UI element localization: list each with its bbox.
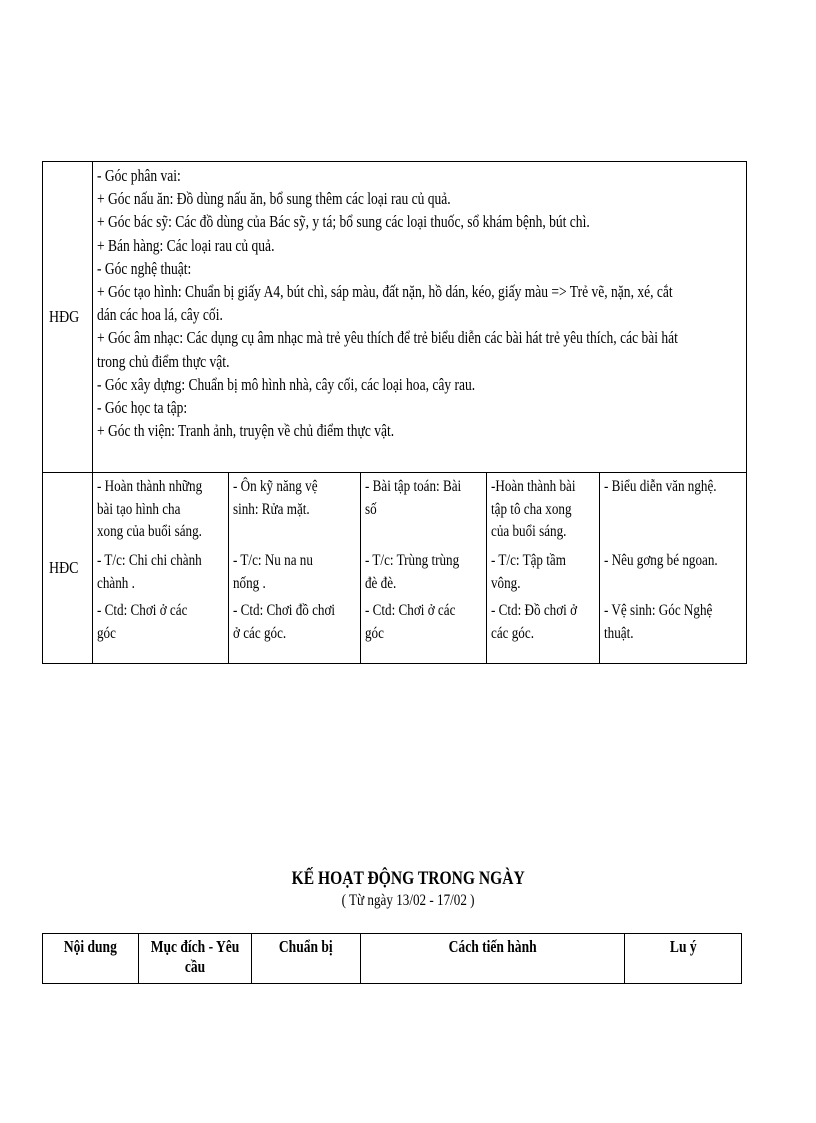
activity-table <box>42 161 747 664</box>
hdg-line: + Góc tạo hình: Chuẩn bị giấy A4, bút chì, sáp màu, đất nặn, hồ dán, kéo, giấy màu => Trẻ vẽ, nặn, xé, cắt <box>96 282 673 302</box>
hdg-label-cell <box>43 162 93 473</box>
hdg-line: trong chủ điểm thực vật. <box>96 351 230 371</box>
hdc-block: - Ctd: Chơi ở các góc <box>365 602 456 642</box>
hdg-line: - Góc học ta tập: <box>96 398 187 418</box>
header-luu-y: Lu ý <box>625 934 742 984</box>
hdc-block: - Ctd: Đồ chơi ở các góc. <box>490 602 577 642</box>
hdc-block: - T/c: Trùng trùng đè đè. <box>365 552 460 592</box>
plan-date-range: ( Từ ngày 13/02 - 17/02 ) <box>341 892 475 909</box>
plan-header-row <box>43 934 742 984</box>
hdg-line: + Góc nấu ăn: Đồ dùng nấu ăn, bổ sung thêm các loại rau củ quả. <box>96 189 451 209</box>
header-noi-dung: Nội dung <box>43 934 139 984</box>
hdc-block: - Hoàn thành những bài tạo hình cha xong của buổi sáng. <box>96 478 202 540</box>
hdc-block: - Nêu gơng bé ngoan. <box>604 552 719 569</box>
hdc-day-cell <box>486 473 600 664</box>
hdc-block: - T/c: Tập tầm vông. <box>490 552 566 592</box>
hdg-line: + Bán hàng: Các loại rau củ quả. <box>96 235 275 255</box>
hdc-day-cell <box>600 473 747 664</box>
hdg-line: dán các hoa lá, cây cối. <box>96 305 223 325</box>
hdg-content-cell <box>92 162 746 473</box>
hdc-block: -Hoàn thành bài tập tô cha xong của buổi sáng. <box>490 478 576 540</box>
hdc-block: - Ctd: Chơi đồ chơi ở các góc. <box>232 602 336 642</box>
hdg-line: + Góc th viện: Tranh ảnh, truyện về chủ điểm thực vật. <box>96 421 394 441</box>
header-chuan-bi: Chuẩn bị <box>252 934 361 984</box>
hdc-block: - T/c: Chi chi chành chành . <box>96 552 202 592</box>
hdc-day-cell <box>92 473 228 664</box>
hdc-block: - Ôn kỹ năng vệ sinh: Rửa mặt. <box>232 478 318 518</box>
header-cach-tien-hanh: Cách tiến hành <box>361 934 625 984</box>
header-muc-dich: Mục đích - Yêu cầu <box>139 934 252 984</box>
hdg-line: - Góc xây dựng: Chuẩn bị mô hình nhà, cây cối, các loại hoa, cây rau. <box>96 374 475 394</box>
hdg-line: - Góc phân vai: <box>96 166 181 185</box>
hdg-line: + Góc âm nhạc: Các dụng cụ âm nhạc mà trẻ yêu thích để trẻ biểu diễn các bài hát trẻ yêu thích, các bài hát <box>96 328 678 348</box>
hdc-day-cell <box>228 473 360 664</box>
hdc-block: - Vệ sinh: Góc Nghệ thuật. <box>604 602 713 642</box>
hdg-line: - Góc nghệ thuật: <box>96 258 192 278</box>
hdc-label: HĐC <box>49 558 79 577</box>
hdc-day-cell <box>361 473 486 664</box>
plan-title: KẾ HOẠT ĐỘNG TRONG NGÀY <box>291 868 525 889</box>
hdc-label-cell <box>43 473 93 664</box>
hdc-block: - Biểu diễn văn nghệ. <box>604 478 717 495</box>
hdc-block: - Ctd: Chơi ở các góc <box>96 602 188 642</box>
hdg-label: HĐG <box>48 307 80 326</box>
hdg-line: + Góc bác sỹ: Các đồ dùng của Bác sỹ, y tá; bổ sung các loại thuốc, sổ khám bệnh, bút chì. <box>96 212 590 232</box>
hdc-block: - T/c: Nu na nu nống . <box>232 552 313 592</box>
plan-header-table <box>42 933 742 984</box>
hdc-block: - Bài tập toán: Bài số <box>365 478 462 518</box>
hdg-row <box>43 162 747 473</box>
hdc-row <box>43 473 747 664</box>
